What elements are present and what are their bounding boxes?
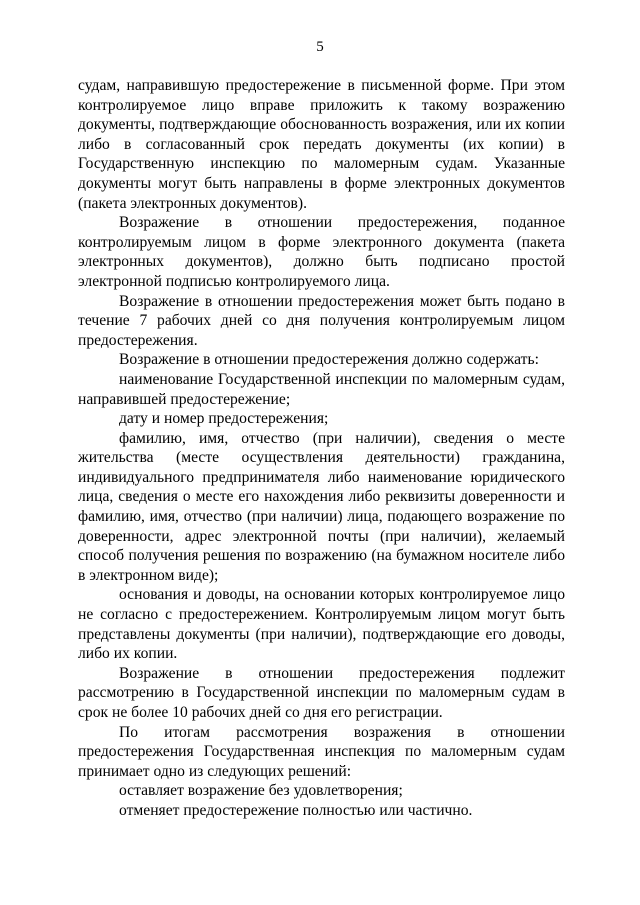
paragraph-continuation: судам, направившую предостережение в письменной форме. При этом контролируемое лицо вправе приложить к такому возражению документы, подтверждающие обоснованность возражения, или их копии либо в согласованный срок передать документы (их копии) в Государственную инспекцию по маломерным судам. Указанные документы могут быть направлены в форме электронных документов (пакета электронных документов). xyxy=(78,77,565,212)
list-item-decision-cancel: отменяет предостережение полностью или частично. xyxy=(119,801,473,819)
paragraph-electronic-signature: Возражение в отношении предостережения, поданное контролируемым лицом в форме электронного документа (пакета электронных документов), должно быть подписано простой электронной подписью контролируемого лица. xyxy=(78,214,565,290)
paragraph-decision-intro: По итогам рассмотрения возражения в отношении предостережения Государственная инспекция по маломерным судам принимает одно из следующих решений: xyxy=(78,723,565,780)
paragraph-filing-deadline: Возражение в отношении предостережения может быть подано в течение 7 рабочих дней со дня получения контролируемым лицом предостережения. xyxy=(78,292,565,349)
list-item-warning-date-number: дату и номер предостережения; xyxy=(119,410,329,428)
paragraph-review-period: Возражение в отношении предостережения подлежит рассмотрению в Государственной инспекции по маломерным судам в срок не более 10 рабочих дней со дня его регистрации. xyxy=(78,664,565,721)
page-number: 5 xyxy=(316,39,324,55)
document-body xyxy=(78,76,565,821)
list-item-inspection-name: наименование Государственной инспекции по маломерным судам, направившей предостережение; xyxy=(78,370,565,408)
list-item-decision-reject: оставляет возражение без удовлетворения; xyxy=(119,782,403,800)
list-item-grounds: основания и доводы, на основании которых контролируемое лицо не согласно с предостережением. Контролируемым лицом могут быть представлены документы (при наличии), подтверждающие его доводы, либо их копии. xyxy=(78,586,565,663)
list-item-applicant-details: фамилию, имя, отчество (при наличии), сведения о месте жительства (месте осуществления деятельности) гражданина, индивидуального предпринимателя либо наименование юридического лица, сведения о месте его нахождения либо реквизиты доверенности и фамилию, имя, отчество (при наличии) лица, подающего возражение по доверенности, адрес электронной почты (при наличии), желаемый способ получения решения по возражению (на бумажном носителе либо в электронном виде); xyxy=(78,429,565,584)
paragraph-contents-intro: Возражение в отношении предостережения должно содержать: xyxy=(119,351,539,369)
